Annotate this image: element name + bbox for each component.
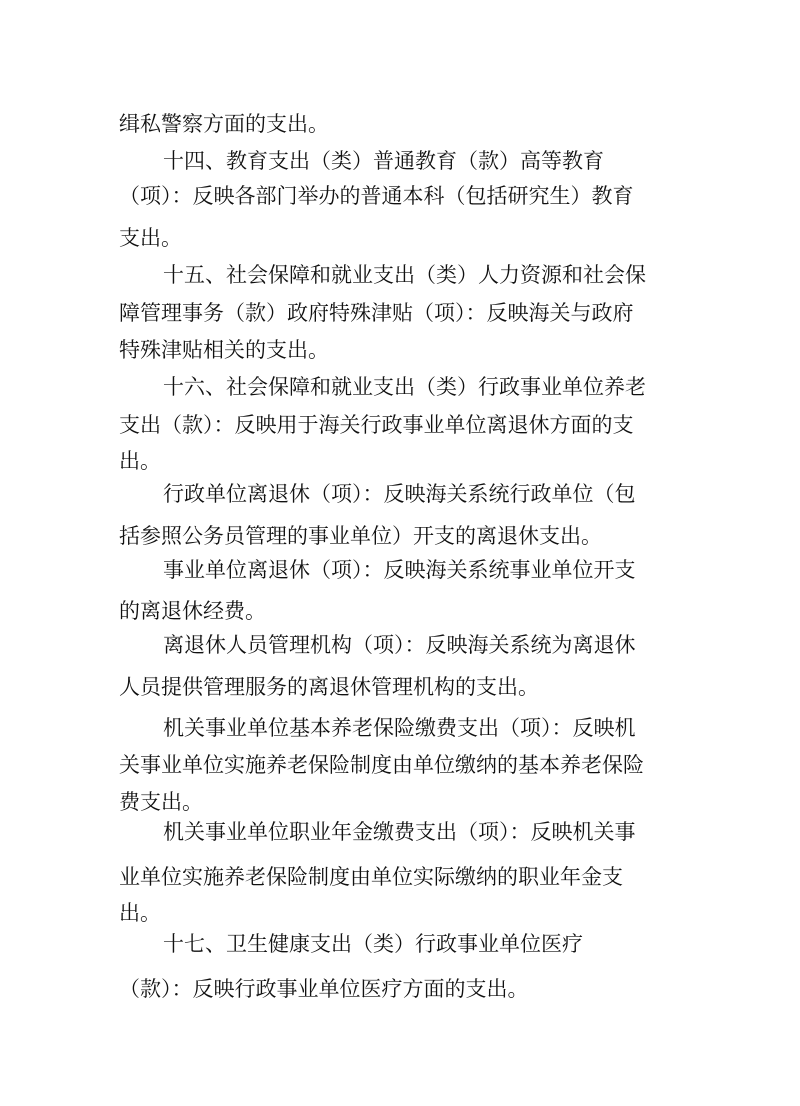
text-line: 关事业单位实施养老保险制度由单位缴纳的基本养老保险 bbox=[119, 753, 644, 777]
section-16-heading: 十六、社会保障和就业支出（类）行政事业单位养老 bbox=[163, 375, 646, 399]
text-line: 障管理事务（款）政府特殊津贴（项）：反映海关与政府 bbox=[119, 301, 634, 325]
subitem-occupational-annuity: 机关事业单位职业年金缴费支出（项）：反映机关事 bbox=[163, 820, 636, 844]
section-15-heading: 十五、社会保障和就业支出（类）人力资源和社会保 bbox=[163, 263, 646, 287]
text-line: 特殊津贴相关的支出。 bbox=[119, 338, 329, 362]
subitem-basic-pension: 机关事业单位基本养老保险缴费支出（项）：反映机 bbox=[163, 716, 636, 740]
subitem-retirement-management: 离退休人员管理机构（项）：反映海关系统为离退休 bbox=[163, 633, 636, 657]
text-line: 出。 bbox=[119, 449, 161, 473]
section-17-heading: 十七、卫生健康支出（类）行政事业单位医疗 bbox=[163, 932, 583, 956]
text-line: （款）：反映行政事业单位医疗方面的支出。 bbox=[119, 977, 529, 1001]
text-line: 的离退休经费。 bbox=[119, 599, 266, 623]
text-line: （项）：反映各部门举办的普通本科（包括研究生）教育 bbox=[119, 184, 634, 208]
section-14-heading: 十四、教育支出（类）普通教育（款）高等教育 bbox=[163, 149, 604, 173]
text-line: 业单位实施养老保险制度由单位实际缴纳的职业年金支 bbox=[119, 865, 623, 889]
text-line: 缉私警察方面的支出。 bbox=[119, 112, 329, 136]
text-line: 费支出。 bbox=[119, 790, 203, 814]
text-line: 支出。 bbox=[119, 226, 182, 250]
text-line: 人员提供管理服务的离退休管理机构的支出。 bbox=[119, 675, 539, 699]
text-line: 出。 bbox=[119, 901, 161, 925]
subitem-admin-retirement: 行政单位离退休（项）：反映海关系统行政单位（包 bbox=[163, 482, 636, 506]
subitem-institution-retirement: 事业单位离退休（项）：反映海关系统事业单位开支 bbox=[163, 558, 636, 582]
text-line: 支出（款）：反映用于海关行政事业单位离退休方面的支 bbox=[119, 413, 634, 437]
text-line: 括参照公务员管理的事业单位）开支的离退休支出。 bbox=[119, 524, 602, 548]
